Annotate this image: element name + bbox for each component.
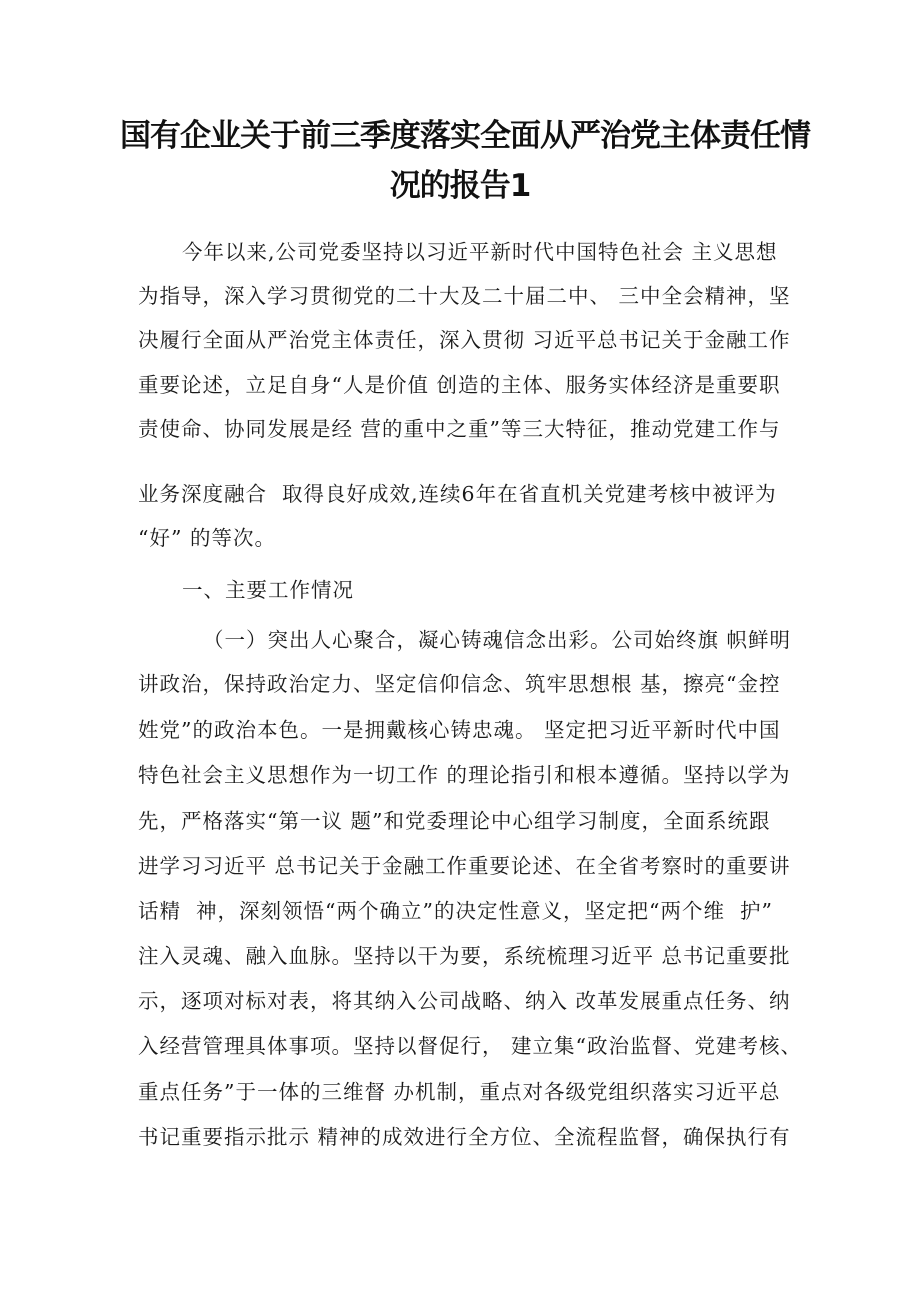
document-title-line-2: 况的报告1 [389, 168, 531, 204]
intro-paragraph-line: 决履行全面从严治党主体责任，深入贯彻 习近平总书记关于金融工作 [138, 328, 791, 352]
body-paragraph-line: 入经营管理具体事项。坚持以督促行， 建立集“政治监督、党建考核、 [138, 1034, 802, 1058]
body-paragraph-line: 书记重要指示批示 精神的成效进行全方位、全流程监督，确保执行有 [138, 1125, 791, 1149]
body-paragraph-line: 特色社会主义思想作为一切工作 的理论指引和根本遵循。坚持以学为 [138, 763, 791, 787]
intro-paragraph-line: 为指导，深入学习贯彻党的二十大及二十届二中、 三中全会精神，坚 [138, 284, 791, 308]
intro-paragraph-line: 业务深度融合 取得良好成效,连续6年在省直机关党建考核中被评为 [138, 482, 777, 506]
body-paragraph-line: 话精 神，深刻领悟“两个确立”的决定性意义，坚定把“两个维 护” [138, 899, 773, 923]
body-paragraph-line: （一）突出人心聚合，凝心铸魂信念出彩。公司始终旗 帜鲜明 [203, 628, 792, 652]
intro-paragraph-line: “好” 的等次。 [138, 526, 276, 550]
body-paragraph-line: 示，逐项对标对表，将其纳入公司战略、纳入 改革发展重点任务、纳 [138, 989, 791, 1013]
intro-paragraph-line: 今年以来,公司党委坚持以习近平新时代中国特色社会 主义思想 [182, 240, 778, 264]
section-heading: 一、主要工作情况 [182, 578, 354, 602]
body-paragraph-line: 注入灵魂、融入血脉。坚持以干为要，系统梳理习近平 总书记重要批 [138, 944, 791, 968]
document-title-line-1: 国有企业关于前三季度落实全面从严治党主体责任情 [120, 118, 810, 154]
body-paragraph-line: 讲政治，保持政治定力、坚定信仰信念、筑牢思想根 基，擦亮“金控 [138, 672, 781, 696]
intro-paragraph-line: 重要论述，立足自身“人是价值 创造的主体、服务实体经济是重要职 [138, 373, 781, 397]
body-paragraph-line: 重点任务”于一体的三维督 办机制，重点对各级党组织落实习近平总 [138, 1080, 781, 1104]
body-paragraph-line: 先，严格落实“第一议 题”和党委理论中心组学习制度，全面系统跟 [138, 809, 771, 833]
intro-paragraph-line: 责使命、协同发展是经 营的重中之重”等三大特征，推动党建工作与 [138, 417, 781, 441]
body-paragraph-line: 进学习习近平 总书记关于金融工作重要论述、在全省考察时的重要讲 [138, 854, 791, 878]
body-paragraph-line: 姓党”的政治本色。一是拥戴核心铸忠魂。 坚定把习近平新时代中国 [138, 718, 781, 742]
